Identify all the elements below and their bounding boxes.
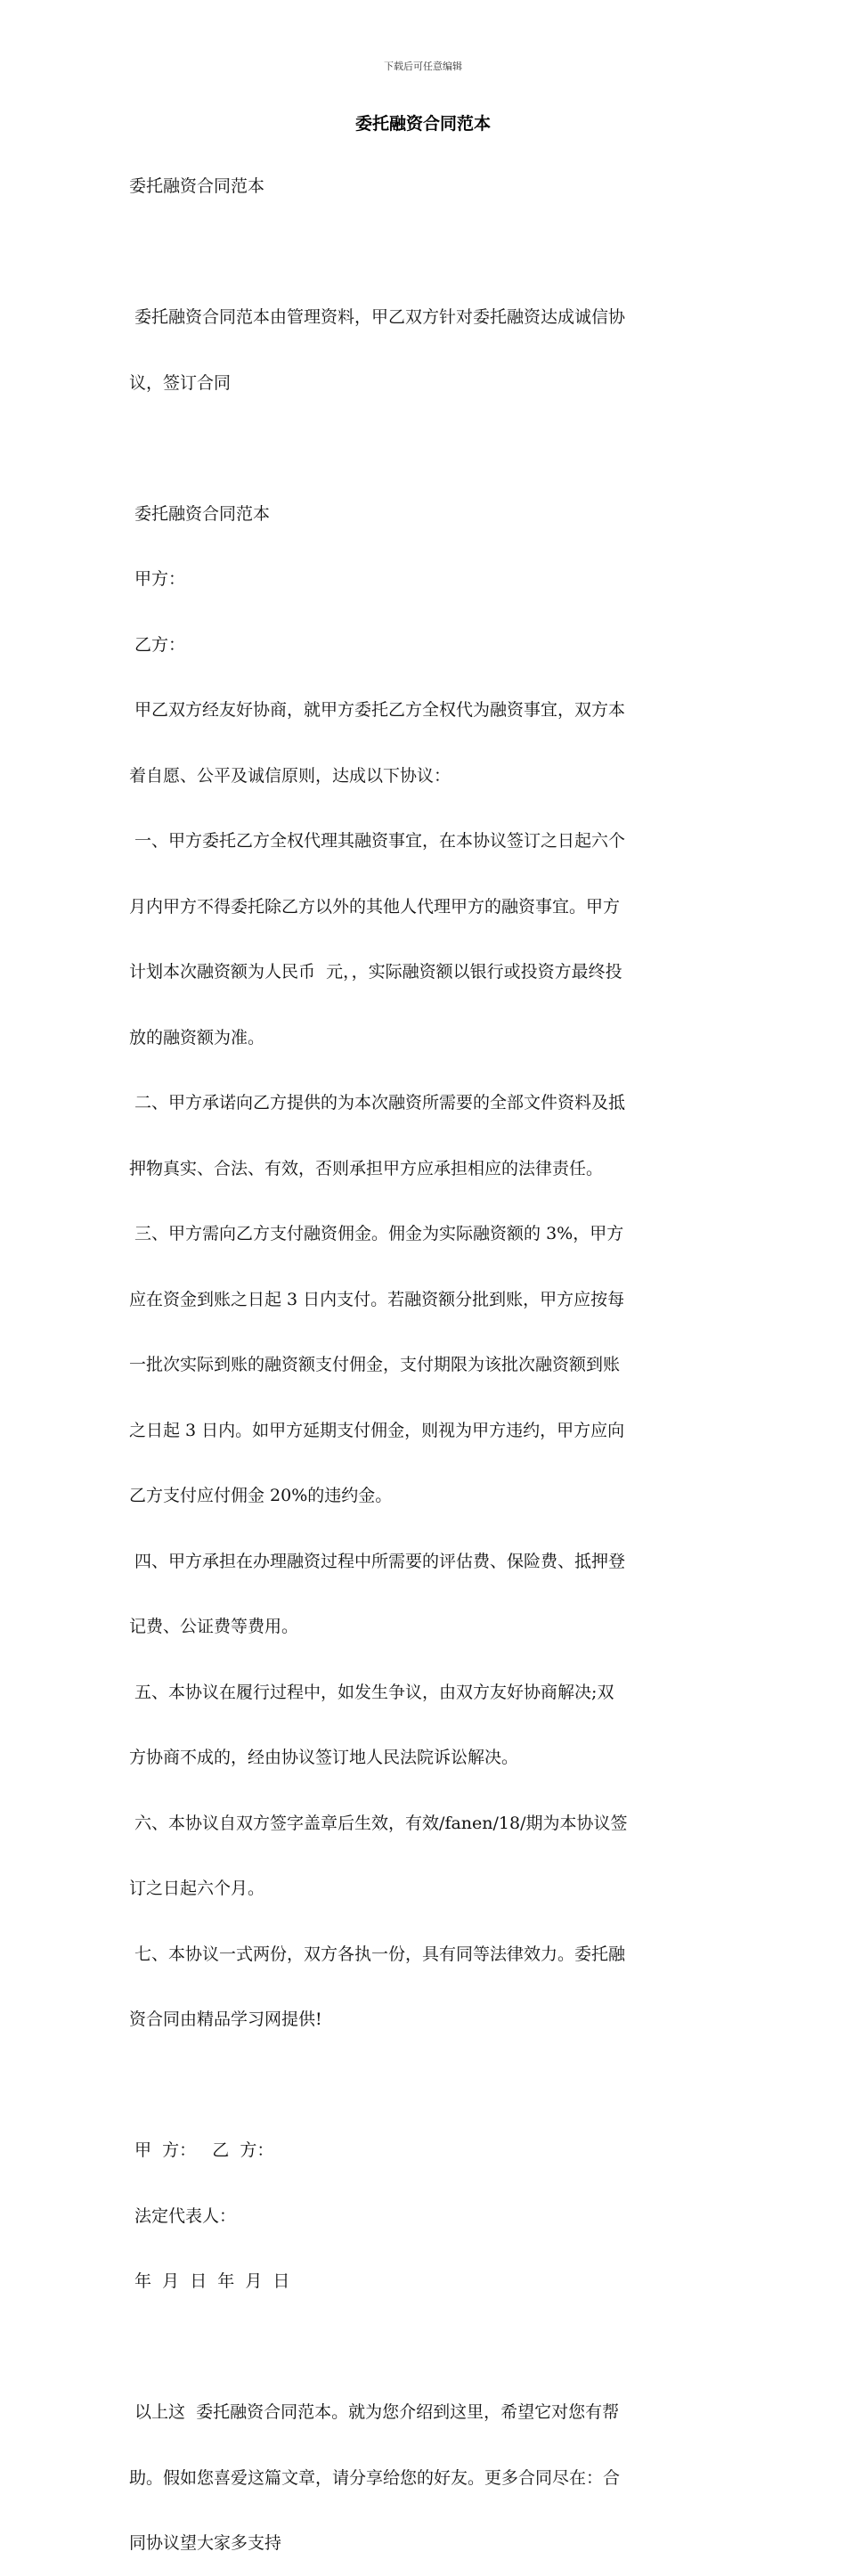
body-line: 委托融资合同范本	[129, 503, 271, 524]
body-line: 五、本协议在履行过程中，如发生争议，由双方友好协商解决;双	[129, 1682, 614, 1702]
body-line: 资合同由精品学习网提供!	[129, 2009, 322, 2029]
closing-line: 同协议望大家多支持	[129, 2533, 282, 2553]
body-line	[129, 2075, 721, 2097]
body-line: 委托融资合同范本	[129, 176, 265, 196]
document-title: 委托融资合同范本	[354, 114, 491, 134]
body-line: 二、甲方承诺向乙方提供的为本次融资所需要的全部文件资料及抵	[129, 1093, 626, 1113]
body-line: 方协商不成的，经由协议签订地人民法院诉讼解决。	[129, 1748, 519, 1767]
body-line: 议，签订合同	[129, 372, 232, 393]
body-line: 乙方：	[129, 634, 186, 655]
body-line: 记费、公证费等费用。	[129, 1617, 299, 1636]
document-body	[129, 132, 721, 2576]
signature-line: 法定代表人：	[129, 2205, 237, 2226]
body-line: 计划本次融资额为人民币 元，，实际融资额以银行或投资方最终投	[129, 962, 622, 982]
signature-line: 甲 方： 乙 方：	[129, 2140, 274, 2160]
date-line: 年 月 日 年 月 日	[129, 2271, 290, 2291]
body-line: 着自愿、公平及诚信原则，达成以下协议：	[129, 765, 451, 786]
body-line: 四、甲方承担在办理融资过程中所需要的评估费、保险费、抵押登	[129, 1551, 626, 1571]
body-line: 之日起 3 日内。如甲方延期支付佣金，则视为甲方违约，甲方应向	[129, 1420, 625, 1440]
body-line: 月内甲方不得委托除乙方以外的其他人代理甲方的融资事宜。甲方	[129, 896, 621, 917]
closing-line: 以上这 委托融资合同范本。就为您介绍到这里，希望它对您有帮	[129, 2402, 620, 2422]
body-line	[129, 2336, 721, 2359]
body-line: 六、本协议自双方签字盖章后生效，有效/fanen/18/期为本协议签	[129, 1813, 628, 1833]
body-line	[129, 437, 721, 460]
body-line: 应在资金到账之日起 3 日内支付。若融资额分批到账，甲方应按每	[129, 1289, 625, 1309]
body-line: 订之日起六个月。	[129, 1879, 265, 1898]
body-line: 七、本协议一式两份，双方各执一份，具有同等法律效力。委托融	[129, 1944, 626, 1964]
body-line: 乙方支付应付佣金 20%的违约金。	[129, 1486, 393, 1505]
body-line: 委托融资合同范本由管理资料，甲乙双方针对委托融资达成诚信协	[129, 307, 626, 327]
body-line: 放的融资额为准。	[129, 1027, 265, 1048]
body-line: 三、甲方需向乙方支付融资佣金。佣金为实际融资额的 3%，甲方	[129, 1224, 624, 1243]
body-line: 甲乙双方经友好协商，就甲方委托乙方全权代为融资事宜，双方本	[129, 700, 626, 720]
body-line: 一、甲方委托乙方全权代理其融资事宜，在本协议签订之日起六个	[129, 831, 626, 851]
body-line: 一批次实际到账的融资额支付佣金，支付期限为该批次融资额到账	[129, 1355, 621, 1374]
body-line	[129, 241, 721, 264]
page-header-note: 下载后可任意编辑	[384, 61, 462, 72]
body-line: 甲方：	[129, 569, 186, 589]
closing-line: 助。假如您喜爱这篇文章，请分享给您的好友。更多合同尽在：合	[129, 2467, 621, 2488]
body-line: 押物真实、合法、有效，否则承担甲方应承担相应的法律责任。	[129, 1158, 604, 1178]
